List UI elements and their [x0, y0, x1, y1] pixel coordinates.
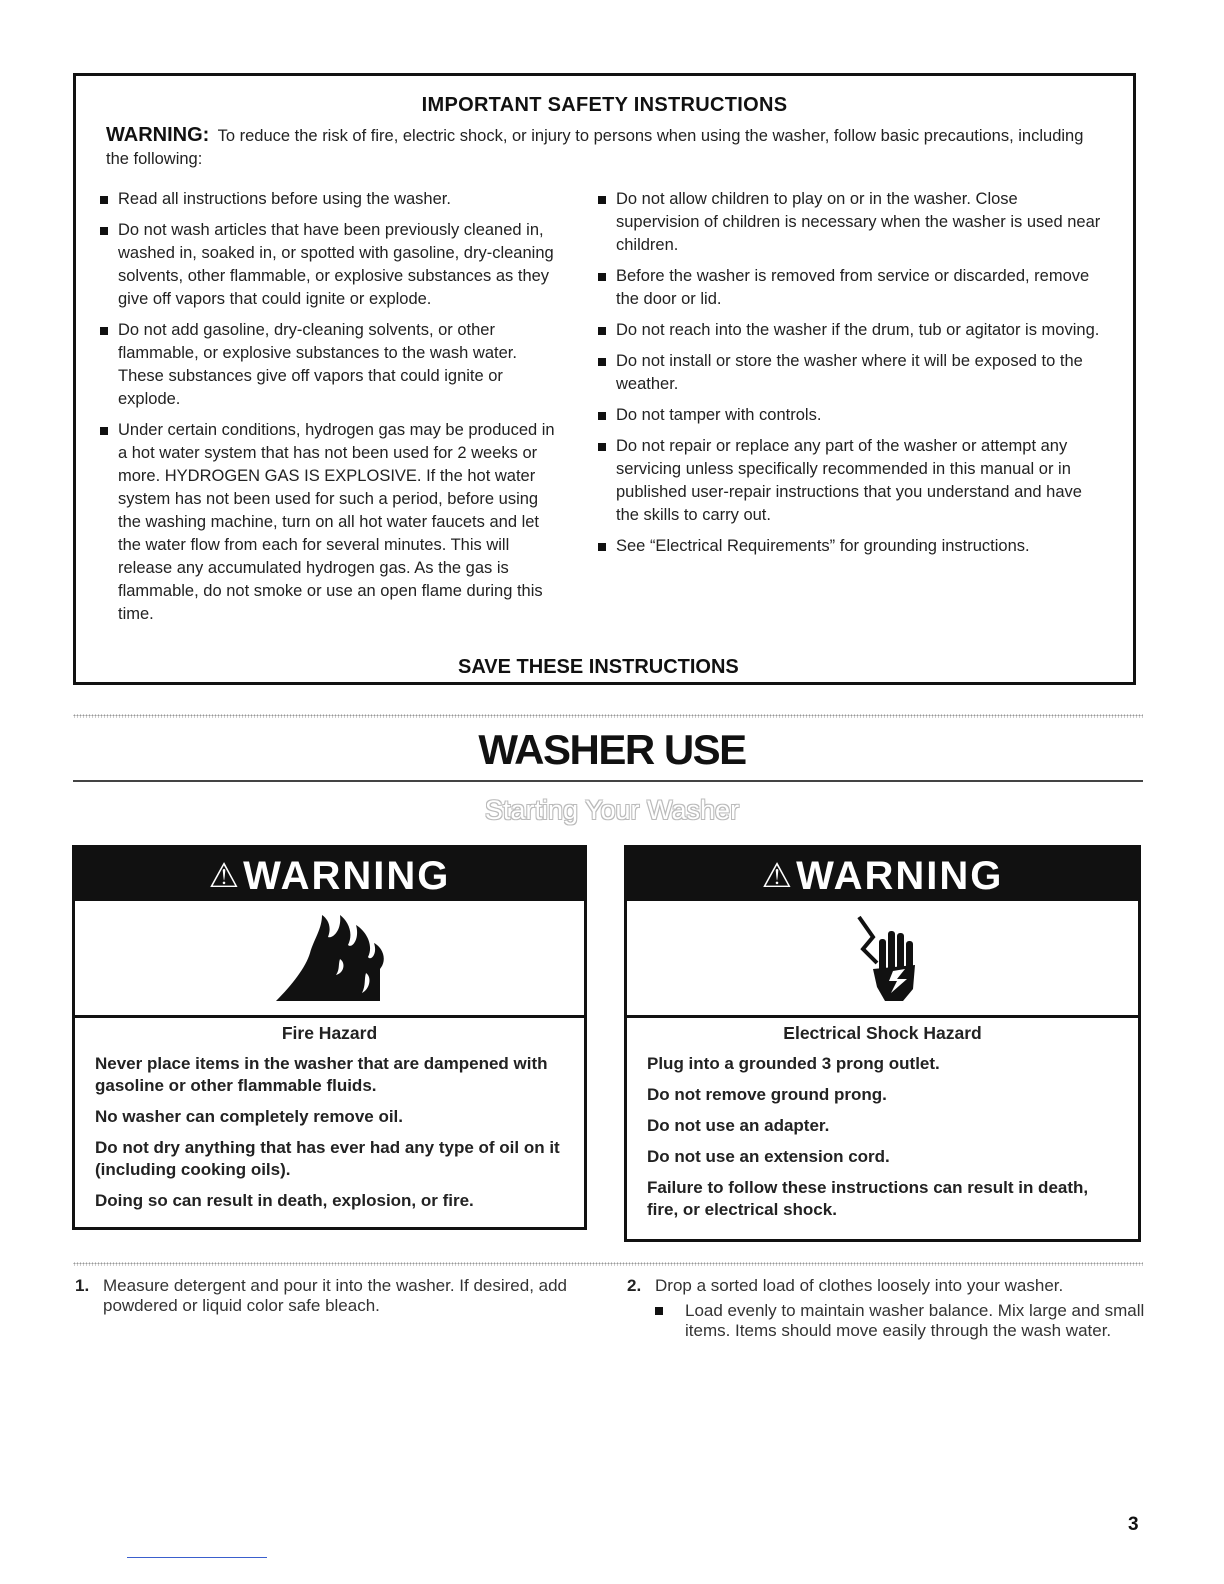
list-item: Doing so can result in death, explosion, or fire. — [95, 1191, 474, 1210]
list-item: Under certain conditions, hydrogen gas may be produced in a hot water system that has not been used for 2 weeks or more. HYDROGEN GAS IS EXPLOSIVE. If the hot water system has not been used for such a period, before using the washing machine, turn on all hot water faucets and let the water flow from each for several minutes. This will release any accumulated hydrogen gas. As the gas is flammable, do not smoke or use an open flame during this time. — [86, 419, 556, 626]
list-item: Do not allow children to play on or in the washer. Close supervision of children is necessary when the washer is used near children. — [584, 188, 1104, 257]
list-item: Do not remove ground prong. — [647, 1085, 887, 1104]
list-item: Never place items in the washer that are dampened with gasoline or other flammable fluids. — [95, 1054, 548, 1095]
step-sub-item: Load evenly to maintain washer balance. Mix large and small items. Items should move easily through the wash water. — [685, 1301, 1147, 1341]
list-item: Failure to follow these instructions can result in death, fire, or electrical shock. — [647, 1178, 1089, 1219]
warning-header: ⚠WARNING — [75, 848, 584, 901]
list-item: See “Electrical Requirements” for grounding instructions. — [584, 535, 1104, 558]
save-instructions-title: SAVE THESE INSTRUCTIONS — [458, 656, 739, 678]
list-item: Do not use an extension cord. — [647, 1147, 890, 1166]
fire-hazard-picture — [75, 901, 584, 1018]
hazard-list — [75, 1053, 584, 1212]
dotted-divider — [73, 1262, 1143, 1266]
hazard-title: Fire Hazard — [281, 1023, 378, 1043]
subsection-title: Starting Your Washer — [484, 795, 740, 825]
step-text: Drop a sorted load of clothes loosely into your washer. — [655, 1276, 1064, 1295]
list-item: Do not install or store the washer where it will be exposed to the weather. — [584, 350, 1104, 396]
electrical-warning-panel — [624, 845, 1141, 1242]
list-item: Do not wash articles that have been previously cleaned in, washed in, soaked in, or spotted with gasoline, dry-cleaning solvents, other flammable, or explosive substances as they give off vapors that could ignite or explode. — [86, 219, 556, 311]
list-item: Do not repair or replace any part of the washer or attempt any servicing unless specifically recommended in this manual or in published user-repair instructions that you understand and have the skills to carry out. — [584, 435, 1104, 527]
warning-text: To reduce the risk of fire, electric shock, or injury to persons when using the washer, follow basic precautions, including the following: — [106, 127, 1084, 168]
warning-header: ⚠WARNING — [627, 848, 1138, 901]
square-bullet-icon — [100, 196, 108, 204]
square-bullet-icon — [100, 427, 108, 435]
safety-instructions-box — [73, 73, 1136, 685]
step-1 — [75, 1276, 595, 1316]
square-bullet-icon — [598, 358, 606, 366]
warning-intro — [106, 124, 1093, 171]
hazard-title: Electrical Shock Hazard — [783, 1023, 982, 1043]
list-item: Before the washer is removed from service or discarded, remove the door or lid. — [584, 265, 1104, 311]
square-bullet-icon — [598, 196, 606, 204]
warning-triangle-icon: ⚠ — [208, 857, 242, 895]
list-item: Do not use an adapter. — [647, 1116, 830, 1135]
fire-hazard-icon — [270, 909, 390, 1005]
list-item: Do not add gasoline, dry-cleaning solvents, or other flammable, or explosive substances to the wash water. These substances give off vapors that could ignite or explode. — [86, 319, 556, 411]
step-text: Measure detergent and pour it into the washer. If desired, add powdered or liquid color safe bleach. — [103, 1276, 568, 1315]
step-2 — [627, 1276, 1147, 1341]
fire-warning-panel — [72, 845, 587, 1230]
square-bullet-icon — [598, 327, 606, 335]
safety-list-left — [86, 188, 556, 634]
list-item: Do not reach into the washer if the drum, tub or agitator is moving. — [584, 319, 1104, 342]
square-bullet-icon — [598, 273, 606, 281]
footer-rule — [127, 1557, 267, 1558]
square-bullet-icon — [598, 543, 606, 551]
warning-lead: WARNING: — [106, 124, 210, 146]
list-item: Plug into a grounded 3 prong outlet. — [647, 1054, 940, 1073]
square-bullet-icon — [598, 443, 606, 451]
section-title: WASHER USE — [478, 726, 746, 773]
warning-triangle-icon: ⚠ — [761, 857, 795, 895]
step-number: 1. — [75, 1276, 90, 1295]
list-item: Do not tamper with controls. — [584, 404, 1104, 427]
square-bullet-icon — [100, 327, 108, 335]
list-item: No washer can completely remove oil. — [95, 1107, 404, 1126]
electrical-shock-hazard-icon — [833, 909, 933, 1009]
dotted-divider — [73, 714, 1143, 718]
hazard-list — [627, 1053, 1138, 1221]
list-item: Read all instructions before using the washer. — [86, 188, 556, 211]
list-item: Do not dry anything that has ever had any type of oil on it (including cooking oils). — [95, 1138, 560, 1179]
safety-list-right — [584, 188, 1104, 566]
page-number: 3 — [1128, 1514, 1139, 1535]
safety-title: IMPORTANT SAFETY INSTRUCTIONS — [421, 94, 788, 116]
square-bullet-icon — [598, 412, 606, 420]
electrical-hazard-picture — [627, 901, 1138, 1018]
step-number: 2. — [627, 1276, 642, 1295]
square-bullet-icon — [100, 227, 108, 235]
section-rule — [73, 780, 1143, 782]
square-bullet-icon — [655, 1307, 663, 1315]
